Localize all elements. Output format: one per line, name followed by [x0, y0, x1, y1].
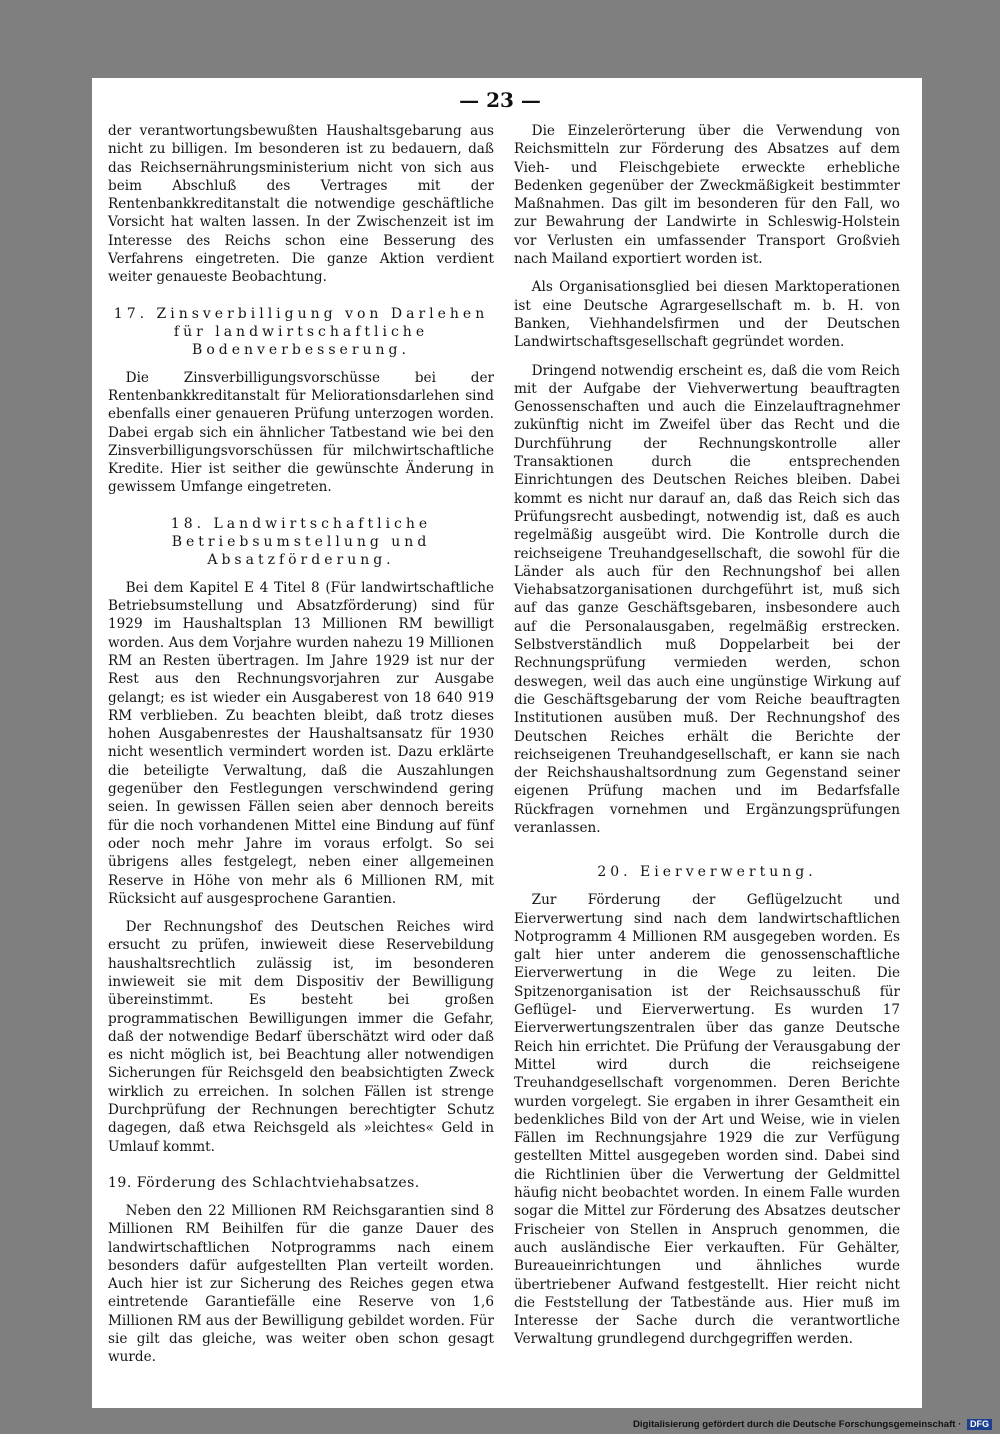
paragraph: Bei dem Kapitel E 4 Titel 8 (Für landwirtschaftliche Betriebsumstellung und Absatzförderung) sind für 1929 im Haushaltsplan 13 Millionen RM bewilligt worden. Aus dem Vorjahre wurden nahezu 19 Millionen RM an Resten übertragen. Im Jahre 1929 ist nur der Rest aus den Rechnungsvorjahren zur Ausgabe gelangt; es ist wieder ein Ausgaberest von 18 640 919 RM verblieben. Zu beachten bleibt, daß trotz dieses hohen Ausgabenrestes der Haushaltsansatz für 1930 nicht wesentlich vermindert worden ist. Dazu erklärte die beteiligte Verwaltung, daß die Auszahlungen gegenüber den Festlegungen verschwindend gering seien. In gewissen Fällen seien aber dennoch bereits für die noch vorhandenen Mittel eine Bindung auf fünf oder noch mehr Jahre im voraus erfolgt. So sei übrigens alles festgelegt, neben einer allgemeinen Reserve in Höhe von mehr als 6 Millionen RM, mit Rücksicht auf ausgesprochene Garantien. [108, 579, 494, 907]
page-number: — 23 — [459, 88, 541, 112]
left-column [108, 122, 494, 1377]
paragraph: Dringend notwendig erscheint es, daß die vom Reich mit der Aufgabe der Viehverwertung beauftragten Genossenschaften und auch die Einzelauftragnehmer zukünftig nicht im Zweifel über das Recht und die Durchführung der Rechnungskontrolle aller Transaktionen durch die entsprechenden Einrichtungen des Deutschen Reiches bleiben. Dabei kommt es nicht nur darauf an, daß das Reich sich das Prüfungsrecht ausbedingt, notwendig ist, daß es auch regelmäßig ausgeübt wird. Die Kontrolle durch die reichseigene Treuhandgesellschaft, die sowohl für die Länder als auch für den Rechnungshof bei allen Viehabsatzorganisationen durchgeführt ist, muß sich auf das ganze Geschäftsgebaren, insbesondere auch auf die Personalausgaben, regelmäßig erstrecken. Selbstverständlich muß Doppelarbeit bei der Rechnungsprüfung vermieden werden, schon deswegen, weil das auch eine ungünstige Wirkung auf die Geschäftsgebarung der vom Reiche beauftragten Institutionen ausüben muß. Der Rechnungshof des Deutschen Reiches erhält die Berichte der reichseigenen Treuhandgesellschaft, er kann sie nach der Reichshaushaltsordnung zum Gegenstand seiner eigenen Prüfung machen und im Bedarfsfalle Rückfragen vornehmen und Ergänzungsprüfungen veranlassen. [514, 362, 900, 836]
paragraph: Die Zinsverbilligungsvorschüsse bei der Rentenbankkreditanstalt für Meliorationsdarlehen sind ebenfalls einer genaueren Prüfung unterzogen worden. Dabei ergab sich ein ähnlicher Tatbestand wie bei den Zinsverbilligungsvorschüssen für milchwirtschaftliche Kredite. Hier ist seither die gewünschte Änderung in gewissem Umfange eingetreten. [108, 369, 494, 496]
section-heading-19: 19. Förderung des Schlachtviehabsatzes. [108, 1174, 420, 1191]
paragraph: Der Rechnungshof des Deutschen Reiches wird ersucht zu prüfen, inwieweit diese Reservebildung haushaltsrechtlich zulässig ist, im besonderen inwieweit sie mit dem Dispositiv der Bewilligung übereinstimmt. Es besteht bei großen programmatischen Bewilligungen immer die Gefahr, daß der notwendige Bedarf überschätzt wird oder daß es nicht möglich ist, bei Beachtung aller notwendigen Sicherungen für Reichsgeld den beabsichtigten Zweck wirklich zu erreichen. In solchen Fällen ist strenge Durchprüfung der Rechnungen berechtigter Schutz dagegen, daß etwa Reichsgeld als »leichtes« Geld in Umlauf kommt. [108, 919, 494, 1155]
paragraph: der verantwortungsbewußten Haushaltsgebarung aus nicht zu billigen. Im besonderen ist zu bedauern, daß das Reichsernährungsministerium nicht von sich aus beim Abschluß des Vertrages mit der Rentenbankkreditanstalt die notwendige geschäftliche Vorsicht hat walten lassen. In der Zwischenzeit ist im Interesse des Reichs schon eine Besserung des Verfahrens eingetreten. Die ganze Aktion verdient weiter genaueste Beobachtung. [108, 123, 494, 286]
section-heading-17: 17. Zinsverbilligung von Darlehen für landwirtschaftliche Bodenverbesserung. [113, 305, 489, 358]
section-heading-20: 20. Eierverwertung. [597, 864, 817, 881]
footer-text: Digitalisierung gefördert durch die Deutsche Forschungsgemeinschaft [632, 1419, 956, 1430]
dfg-logo-badge: DFG [967, 1419, 992, 1430]
paragraph: Die Einzelerörterung über die Verwendung von Reichsmitteln zur Förderung des Absatzes auf dem Vieh- und Fleischgebiete erweckte erhebliche Bedenken gegenüber der Zweckmäßigkeit bestimmter Maßnahmen. Das gilt im besonderen für den Fall, wo zur Bewahrung der Landwirte in Schleswig-Holstein vor Verlusten ein umfassender Transport Großvieh nach Mailand exportiert worden ist. [514, 123, 900, 268]
paragraph: Neben den 22 Millionen RM Reichsgarantien sind 8 Millionen RM Beihilfen für die ganze Dauer des landwirtschaftlichen Notprogramms nach einem besonders dafür aufgestellten Plan verteilt worden. Auch hier ist zur Sicherung des Reiches gegen etwa eintretende Garantiefälle eine Reserve von 1,6 Millionen RM aus der Bewilligung gebildet worden. Für sie gilt das gleiche, was weiter oben schon gesagt wurde. [108, 1202, 494, 1366]
right-column [514, 122, 900, 1359]
footer-credit: Digitalisierung gefördert durch die Deutsche Forschungsgemeinschaft · DFG [560, 1419, 992, 1430]
paragraph: Als Organisationsglied bei diesen Marktoperationen ist eine Deutsche Agrargesellschaft m. b. H. von Banken, Viehhandelsfirmen und der Deutschen Landwirtschaftsgesellschaft gegründet worden. [514, 279, 900, 351]
paragraph: Zur Förderung der Geflügelzucht und Eierverwertung sind nach dem landwirtschaftlichen Notprogramm 4 Millionen RM ausgegeben worden. Es galt hier unter anderem die genossenschaftliche Eierverwertung in die Wege zu leiten. Die Spitzenorganisation ist der Reichsausschuß für Geflügel- und Eierverwertung. Es wurden 17 Eierverwertungszentralen über das ganze Deutsche Reich hin errichtet. Die Prüfung der Verausgabung der Mittel wird durch die reichseigene Treuhandgesellschaft vorgenommen. Deren Berichte wurden vorgelegt. Sie ergaben in ihrer Gesamtheit ein bedenkliches Bild von der Art und Weise, wie in vielen Fällen im Rechnungsjahre 1929 die zur Verfügung gestellten Mittel ausgegeben worden sind. Dabei sind die Richtlinien über die Verwertung der Geldmittel häufig nicht beobachtet worden. In einem Falle wurden sogar die Mittel zur Förderung des Absatzes deutscher Frischeier von Stellen in Anspruch genommen, die auch ausländische Eier verkauften. Für Gehälter, Bureaueinrichtungen und ähnliches wurde übertriebener Aufwand festgestellt. Hier reicht nicht die Feststellung der Tatbestände aus. Hier muß im Interesse der Sache durch die verantwortliche Verwaltung grundlegend durchgegriffen werden. [514, 892, 900, 1348]
section-heading-18: 18. Landwirtschaftliche Betriebsumstellung und Absatzförderung. [170, 515, 432, 568]
